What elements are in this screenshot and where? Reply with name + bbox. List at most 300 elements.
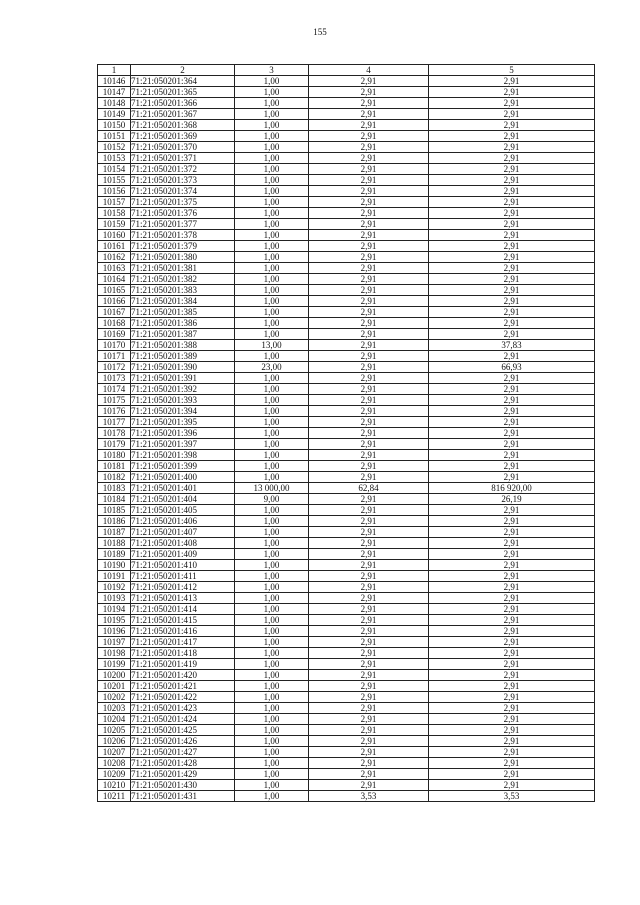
cadastral-number-cell: 71:21:050201:369 <box>131 131 235 142</box>
area-cell: 1,00 <box>235 274 309 285</box>
cadastral-number-cell: 71:21:050201:364 <box>131 76 235 87</box>
row-number-cell: 10147 <box>98 87 131 98</box>
value-cell: 2,91 <box>429 560 595 571</box>
area-cell: 1,00 <box>235 87 309 98</box>
value-cell: 2,91 <box>429 98 595 109</box>
row-number-cell: 10187 <box>98 527 131 538</box>
value-cell: 2,91 <box>429 131 595 142</box>
table-row <box>98 296 595 307</box>
row-number-cell: 10189 <box>98 549 131 560</box>
area-cell: 1,00 <box>235 560 309 571</box>
row-number-cell: 10162 <box>98 252 131 263</box>
area-cell: 1,00 <box>235 164 309 175</box>
value-cell: 2,91 <box>429 87 595 98</box>
cadastral-number-cell: 71:21:050201:430 <box>131 780 235 791</box>
table-row <box>98 472 595 483</box>
cadastral-number-cell: 71:21:050201:416 <box>131 626 235 637</box>
area-cell: 1,00 <box>235 659 309 670</box>
table-row <box>98 241 595 252</box>
area-cell: 1,00 <box>235 175 309 186</box>
table-row <box>98 659 595 670</box>
table-row <box>98 417 595 428</box>
rate-cell: 2,91 <box>309 648 429 659</box>
area-cell: 1,00 <box>235 120 309 131</box>
table-row <box>98 725 595 736</box>
table-row <box>98 582 595 593</box>
header-row <box>98 65 595 76</box>
table-row <box>98 186 595 197</box>
rate-cell: 2,91 <box>309 384 429 395</box>
rate-cell: 2,91 <box>309 560 429 571</box>
cadastral-number-cell: 71:21:050201:420 <box>131 670 235 681</box>
cadastral-number-cell: 71:21:050201:380 <box>131 252 235 263</box>
value-cell: 2,91 <box>429 76 595 87</box>
column-header-4: 4 <box>309 65 429 76</box>
rate-cell: 2,91 <box>309 285 429 296</box>
row-number-cell: 10173 <box>98 373 131 384</box>
value-cell: 2,91 <box>429 384 595 395</box>
value-cell: 2,91 <box>429 692 595 703</box>
table-row <box>98 637 595 648</box>
area-cell: 1,00 <box>235 395 309 406</box>
value-cell: 2,91 <box>429 758 595 769</box>
value-cell: 2,91 <box>429 318 595 329</box>
area-cell: 1,00 <box>235 153 309 164</box>
value-cell: 37,83 <box>429 340 595 351</box>
rate-cell: 2,91 <box>309 263 429 274</box>
cadastral-number-cell: 71:21:050201:374 <box>131 186 235 197</box>
area-cell: 1,00 <box>235 417 309 428</box>
table-row <box>98 274 595 285</box>
table-row <box>98 604 595 615</box>
row-number-cell: 10192 <box>98 582 131 593</box>
row-number-cell: 10206 <box>98 736 131 747</box>
rate-cell: 2,91 <box>309 351 429 362</box>
row-number-cell: 10146 <box>98 76 131 87</box>
area-cell: 1,00 <box>235 450 309 461</box>
table-row <box>98 736 595 747</box>
row-number-cell: 10203 <box>98 703 131 714</box>
cadastral-number-cell: 71:21:050201:398 <box>131 450 235 461</box>
area-cell: 1,00 <box>235 230 309 241</box>
table-row <box>98 450 595 461</box>
row-number-cell: 10196 <box>98 626 131 637</box>
table-row <box>98 538 595 549</box>
row-number-cell: 10179 <box>98 439 131 450</box>
cadastral-number-cell: 71:21:050201:412 <box>131 582 235 593</box>
rate-cell: 2,91 <box>309 736 429 747</box>
table-row <box>98 351 595 362</box>
rate-cell: 2,91 <box>309 494 429 505</box>
value-cell: 2,91 <box>429 461 595 472</box>
area-cell: 1,00 <box>235 76 309 87</box>
value-cell: 2,91 <box>429 472 595 483</box>
cadastral-number-cell: 71:21:050201:404 <box>131 494 235 505</box>
value-cell: 2,91 <box>429 329 595 340</box>
row-number-cell: 10175 <box>98 395 131 406</box>
cadastral-value-table <box>97 64 595 802</box>
cadastral-number-cell: 71:21:050201:407 <box>131 527 235 538</box>
table-row <box>98 87 595 98</box>
row-number-cell: 10172 <box>98 362 131 373</box>
table-row <box>98 142 595 153</box>
row-number-cell: 10190 <box>98 560 131 571</box>
value-cell: 2,91 <box>429 428 595 439</box>
cadastral-number-cell: 71:21:050201:408 <box>131 538 235 549</box>
row-number-cell: 10164 <box>98 274 131 285</box>
rate-cell: 2,91 <box>309 758 429 769</box>
row-number-cell: 10159 <box>98 219 131 230</box>
table-row <box>98 373 595 384</box>
table-row <box>98 692 595 703</box>
cadastral-number-cell: 71:21:050201:392 <box>131 384 235 395</box>
area-cell: 1,00 <box>235 604 309 615</box>
cadastral-number-cell: 71:21:050201:397 <box>131 439 235 450</box>
table-row <box>98 153 595 164</box>
value-cell: 2,91 <box>429 681 595 692</box>
area-cell: 1,00 <box>235 681 309 692</box>
rate-cell: 2,91 <box>309 472 429 483</box>
value-cell: 2,91 <box>429 538 595 549</box>
cadastral-number-cell: 71:21:050201:393 <box>131 395 235 406</box>
value-cell: 2,91 <box>429 252 595 263</box>
row-number-cell: 10178 <box>98 428 131 439</box>
table-row <box>98 164 595 175</box>
cadastral-number-cell: 71:21:050201:406 <box>131 516 235 527</box>
cadastral-number-cell: 71:21:050201:415 <box>131 615 235 626</box>
table-row <box>98 769 595 780</box>
rate-cell: 2,91 <box>309 153 429 164</box>
table-row <box>98 340 595 351</box>
rate-cell: 2,91 <box>309 725 429 736</box>
area-cell: 1,00 <box>235 538 309 549</box>
row-number-cell: 10150 <box>98 120 131 131</box>
area-cell: 1,00 <box>235 461 309 472</box>
table-row <box>98 494 595 505</box>
row-number-cell: 10180 <box>98 450 131 461</box>
cadastral-number-cell: 71:21:050201:427 <box>131 747 235 758</box>
area-cell: 1,00 <box>235 318 309 329</box>
area-cell: 1,00 <box>235 406 309 417</box>
table-row <box>98 252 595 263</box>
table-row <box>98 791 595 802</box>
rate-cell: 2,91 <box>309 230 429 241</box>
area-cell: 1,00 <box>235 384 309 395</box>
area-cell: 13 000,00 <box>235 483 309 494</box>
row-number-cell: 10207 <box>98 747 131 758</box>
value-cell: 2,91 <box>429 406 595 417</box>
cadastral-number-cell: 71:21:050201:370 <box>131 142 235 153</box>
table-row <box>98 76 595 87</box>
rate-cell: 2,91 <box>309 109 429 120</box>
row-number-cell: 10198 <box>98 648 131 659</box>
table-row <box>98 263 595 274</box>
rate-cell: 2,91 <box>309 175 429 186</box>
area-cell: 1,00 <box>235 549 309 560</box>
rate-cell: 2,91 <box>309 670 429 681</box>
cadastral-number-cell: 71:21:050201:400 <box>131 472 235 483</box>
cadastral-number-cell: 71:21:050201:409 <box>131 549 235 560</box>
cadastral-number-cell: 71:21:050201:388 <box>131 340 235 351</box>
cadastral-number-cell: 71:21:050201:391 <box>131 373 235 384</box>
rate-cell: 2,91 <box>309 527 429 538</box>
area-cell: 1,00 <box>235 769 309 780</box>
row-number-cell: 10158 <box>98 208 131 219</box>
rate-cell: 2,91 <box>309 197 429 208</box>
rate-cell: 2,91 <box>309 340 429 351</box>
cadastral-number-cell: 71:21:050201:431 <box>131 791 235 802</box>
area-cell: 1,00 <box>235 329 309 340</box>
row-number-cell: 10168 <box>98 318 131 329</box>
rate-cell: 2,91 <box>309 208 429 219</box>
value-cell: 2,91 <box>429 450 595 461</box>
value-cell: 2,91 <box>429 175 595 186</box>
area-cell: 1,00 <box>235 439 309 450</box>
cadastral-number-cell: 71:21:050201:401 <box>131 483 235 494</box>
table-row <box>98 120 595 131</box>
cadastral-number-cell: 71:21:050201:376 <box>131 208 235 219</box>
row-number-cell: 10154 <box>98 164 131 175</box>
rate-cell: 2,91 <box>309 549 429 560</box>
value-cell: 2,91 <box>429 241 595 252</box>
row-number-cell: 10201 <box>98 681 131 692</box>
row-number-cell: 10181 <box>98 461 131 472</box>
cadastral-number-cell: 71:21:050201:423 <box>131 703 235 714</box>
rate-cell: 2,91 <box>309 780 429 791</box>
area-cell: 1,00 <box>235 670 309 681</box>
area-cell: 1,00 <box>235 703 309 714</box>
rate-cell: 2,91 <box>309 98 429 109</box>
area-cell: 1,00 <box>235 197 309 208</box>
row-number-cell: 10163 <box>98 263 131 274</box>
table-row <box>98 219 595 230</box>
row-number-cell: 10202 <box>98 692 131 703</box>
value-cell: 2,91 <box>429 747 595 758</box>
row-number-cell: 10176 <box>98 406 131 417</box>
cadastral-number-cell: 71:21:050201:395 <box>131 417 235 428</box>
rate-cell: 2,91 <box>309 582 429 593</box>
area-cell: 1,00 <box>235 109 309 120</box>
area-cell: 1,00 <box>235 714 309 725</box>
rate-cell: 2,91 <box>309 164 429 175</box>
area-cell: 1,00 <box>235 626 309 637</box>
area-cell: 9,00 <box>235 494 309 505</box>
cadastral-number-cell: 71:21:050201:386 <box>131 318 235 329</box>
area-cell: 1,00 <box>235 747 309 758</box>
area-cell: 1,00 <box>235 791 309 802</box>
area-cell: 1,00 <box>235 263 309 274</box>
area-cell: 1,00 <box>235 296 309 307</box>
rate-cell: 2,91 <box>309 241 429 252</box>
row-number-cell: 10156 <box>98 186 131 197</box>
value-cell: 2,91 <box>429 285 595 296</box>
table-row <box>98 549 595 560</box>
table-row <box>98 516 595 527</box>
table-row <box>98 714 595 725</box>
table-row <box>98 439 595 450</box>
rate-cell: 2,91 <box>309 604 429 615</box>
rate-cell: 2,91 <box>309 769 429 780</box>
rate-cell: 2,91 <box>309 747 429 758</box>
rate-cell: 62,84 <box>309 483 429 494</box>
row-number-cell: 10161 <box>98 241 131 252</box>
value-cell: 2,91 <box>429 659 595 670</box>
cadastral-number-cell: 71:21:050201:399 <box>131 461 235 472</box>
rate-cell: 2,91 <box>309 703 429 714</box>
cadastral-number-cell: 71:21:050201:410 <box>131 560 235 571</box>
area-cell: 1,00 <box>235 252 309 263</box>
cadastral-number-cell: 71:21:050201:382 <box>131 274 235 285</box>
value-cell: 2,91 <box>429 307 595 318</box>
area-cell: 1,00 <box>235 131 309 142</box>
row-number-cell: 10204 <box>98 714 131 725</box>
row-number-cell: 10155 <box>98 175 131 186</box>
value-cell: 2,91 <box>429 109 595 120</box>
value-cell: 2,91 <box>429 120 595 131</box>
table-body <box>98 76 595 802</box>
value-cell: 66,93 <box>429 362 595 373</box>
cadastral-number-cell: 71:21:050201:367 <box>131 109 235 120</box>
rate-cell: 2,91 <box>309 131 429 142</box>
cadastral-number-cell: 71:21:050201:385 <box>131 307 235 318</box>
cadastral-number-cell: 71:21:050201:377 <box>131 219 235 230</box>
row-number-cell: 10169 <box>98 329 131 340</box>
cadastral-number-cell: 71:21:050201:394 <box>131 406 235 417</box>
cadastral-number-cell: 71:21:050201:375 <box>131 197 235 208</box>
table-row <box>98 681 595 692</box>
cadastral-number-cell: 71:21:050201:387 <box>131 329 235 340</box>
table-row <box>98 626 595 637</box>
table-row <box>98 208 595 219</box>
table-row <box>98 527 595 538</box>
table-row <box>98 593 595 604</box>
rate-cell: 2,91 <box>309 626 429 637</box>
row-number-cell: 10170 <box>98 340 131 351</box>
row-number-cell: 10191 <box>98 571 131 582</box>
row-number-cell: 10160 <box>98 230 131 241</box>
cadastral-number-cell: 71:21:050201:414 <box>131 604 235 615</box>
row-number-cell: 10177 <box>98 417 131 428</box>
row-number-cell: 10148 <box>98 98 131 109</box>
column-header-3: 3 <box>235 65 309 76</box>
table-row <box>98 406 595 417</box>
rate-cell: 2,91 <box>309 714 429 725</box>
value-cell: 2,91 <box>429 164 595 175</box>
cadastral-number-cell: 71:21:050201:372 <box>131 164 235 175</box>
row-number-cell: 10182 <box>98 472 131 483</box>
column-header-5: 5 <box>429 65 595 76</box>
area-cell: 1,00 <box>235 571 309 582</box>
value-cell: 26,19 <box>429 494 595 505</box>
table-row <box>98 428 595 439</box>
area-cell: 1,00 <box>235 648 309 659</box>
value-cell: 2,91 <box>429 714 595 725</box>
cadastral-number-cell: 71:21:050201:371 <box>131 153 235 164</box>
table-row <box>98 758 595 769</box>
cadastral-number-cell: 71:21:050201:417 <box>131 637 235 648</box>
area-cell: 1,00 <box>235 142 309 153</box>
row-number-cell: 10157 <box>98 197 131 208</box>
rate-cell: 2,91 <box>309 76 429 87</box>
rate-cell: 2,91 <box>309 120 429 131</box>
value-cell: 2,91 <box>429 208 595 219</box>
table-row <box>98 703 595 714</box>
value-cell: 2,91 <box>429 549 595 560</box>
table-row <box>98 230 595 241</box>
cadastral-number-cell: 71:21:050201:383 <box>131 285 235 296</box>
table-row <box>98 615 595 626</box>
value-cell: 2,91 <box>429 153 595 164</box>
rate-cell: 2,91 <box>309 406 429 417</box>
area-cell: 1,00 <box>235 219 309 230</box>
value-cell: 2,91 <box>429 395 595 406</box>
area-cell: 1,00 <box>235 637 309 648</box>
cadastral-number-cell: 71:21:050201:365 <box>131 87 235 98</box>
value-cell: 2,91 <box>429 274 595 285</box>
rate-cell: 2,91 <box>309 681 429 692</box>
row-number-cell: 10184 <box>98 494 131 505</box>
cadastral-number-cell: 71:21:050201:426 <box>131 736 235 747</box>
rate-cell: 2,91 <box>309 659 429 670</box>
rate-cell: 2,91 <box>309 307 429 318</box>
area-cell: 1,00 <box>235 780 309 791</box>
area-cell: 1,00 <box>235 98 309 109</box>
row-number-cell: 10186 <box>98 516 131 527</box>
column-header-2: 2 <box>131 65 235 76</box>
area-cell: 23,00 <box>235 362 309 373</box>
rate-cell: 2,91 <box>309 505 429 516</box>
rate-cell: 2,91 <box>309 87 429 98</box>
cadastral-number-cell: 71:21:050201:381 <box>131 263 235 274</box>
table-row <box>98 175 595 186</box>
value-cell: 2,91 <box>429 736 595 747</box>
value-cell: 2,91 <box>429 197 595 208</box>
area-cell: 1,00 <box>235 593 309 604</box>
area-cell: 1,00 <box>235 692 309 703</box>
row-number-cell: 10183 <box>98 483 131 494</box>
cadastral-number-cell: 71:21:050201:368 <box>131 120 235 131</box>
table-row <box>98 461 595 472</box>
rate-cell: 3,53 <box>309 791 429 802</box>
value-cell: 2,91 <box>429 626 595 637</box>
value-cell: 2,91 <box>429 582 595 593</box>
rate-cell: 2,91 <box>309 538 429 549</box>
table-row <box>98 483 595 494</box>
column-header-1: 1 <box>98 65 131 76</box>
cadastral-number-cell: 71:21:050201:390 <box>131 362 235 373</box>
rate-cell: 2,91 <box>309 219 429 230</box>
rate-cell: 2,91 <box>309 516 429 527</box>
area-cell: 1,00 <box>235 516 309 527</box>
rate-cell: 2,91 <box>309 252 429 263</box>
cadastral-number-cell: 71:21:050201:424 <box>131 714 235 725</box>
row-number-cell: 10188 <box>98 538 131 549</box>
rate-cell: 2,91 <box>309 439 429 450</box>
value-cell: 3,53 <box>429 791 595 802</box>
value-cell: 2,91 <box>429 637 595 648</box>
table-row <box>98 571 595 582</box>
row-number-cell: 10205 <box>98 725 131 736</box>
value-cell: 2,91 <box>429 505 595 516</box>
cadastral-number-cell: 71:21:050201:373 <box>131 175 235 186</box>
area-cell: 1,00 <box>235 758 309 769</box>
row-number-cell: 10194 <box>98 604 131 615</box>
table-row <box>98 505 595 516</box>
rate-cell: 2,91 <box>309 461 429 472</box>
row-number-cell: 10166 <box>98 296 131 307</box>
value-cell: 2,91 <box>429 780 595 791</box>
table-row <box>98 362 595 373</box>
